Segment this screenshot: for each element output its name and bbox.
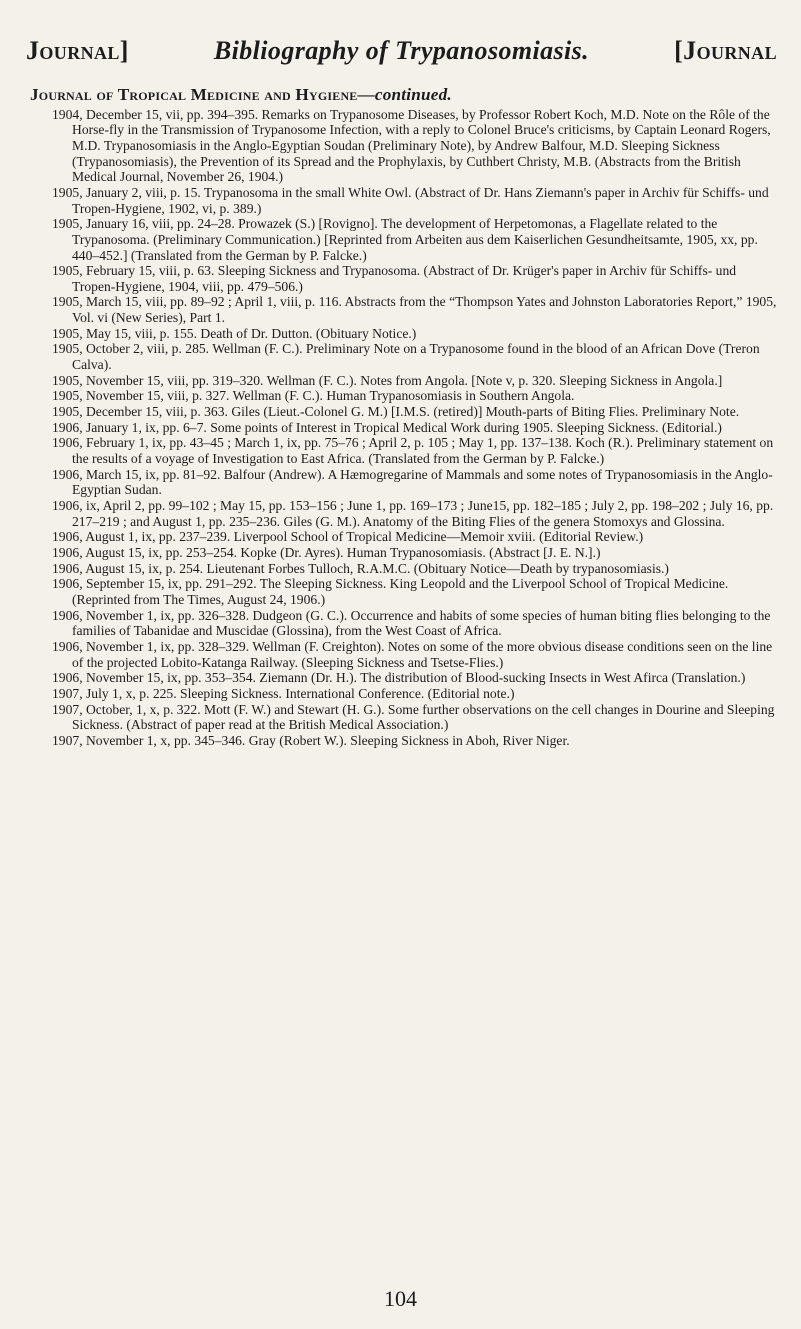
bibliography-entry: 1906, January 1, ix, pp. 6–7. Some points of Interest in Tropical Medical Work during 1905. Sleeping Sickness. (Editorial.) [52, 419, 722, 435]
bibliography-entry: 1905, November 15, viii, p. 327. Wellman (F. C.). Human Trypanosomiasis in Southern Angola. [52, 388, 575, 404]
bibliography-entry: 1905, January 16, viii, pp. 24–28. Prowazek (S.) [Rovigno]. The development of Herpetomonas, a Flagellate related to the Trypanosoma. (Preliminary Communication.) [Reprinted from Arbeiten aus dem Kaiserlichen Gesundheitsamte, 1905, xx, pp. 440–452.] (Translated from the German by P. Falcke.) [52, 216, 758, 263]
bibliography-entry: 1907, July 1, x, p. 225. Sleeping Sickness. International Conference. (Editorial note.) [52, 685, 515, 701]
bibliography-entry: 1906, November 15, ix, pp. 353–354. Ziemann (Dr. H.). The distribution of Blood-sucking Insects in West Afirca (Translation.) [52, 670, 746, 686]
bibliography-entry: 1904, December 15, vii, pp. 394–395. Remarks on Trypanosome Diseases, by Professor Robert Koch, M.D. Note on the Rôle of the Horse-fly in the Transmission of Trypanosome Infection, with a reply to Colonel Bruce's criticisms, by Captain Leonard Rogers, M.D. Trypanosomiasis in the Anglo-Egyptian Soudan (Preliminary Note), by Andrew Balfour, M.D. Sleeping Sickness (Trypanosomiasis), the Prevention of its Spread and the Prophylaxis, by Cuthbert Christy, M.B. (Abstracts from the British Medical Journal, November 26, 1904.) [52, 106, 771, 185]
section-title [30, 86, 779, 104]
bibliography-entry: 1906, August 15, ix, pp. 253–254. Kopke (Dr. Ayres). Human Trypanosomiasis. (Abstract [J. E. N.].) [52, 544, 601, 560]
bibliography-section [30, 86, 779, 749]
bibliography-entry: 1905, October 2, viii, p. 285. Wellman (F. C.). Preliminary Note on a Trypanosome found in the blood of an African Dove (Treron Calva). [52, 341, 760, 373]
bibliography-entry: 1905, December 15, viii, p. 363. Giles (Lieut.-Colonel G. M.) [I.M.S. (retired)] Mouth-parts of Biting Flies. Preliminary Note. [52, 404, 740, 420]
bibliography-entry: 1907, October, 1, x, p. 322. Mott (F. W.) and Stewart (H. G.). Some further observations on the cell changes in Dourine and Sleeping Sickness. (Abstract of paper read at the British Medical Association.) [52, 701, 775, 733]
bibliography-entry: 1905, November 15, viii, pp. 319–320. Wellman (F. C.). Notes from Angola. [Note v, p. 320. Sleeping Sickness in Angola.] [52, 372, 723, 388]
entry-list [52, 107, 779, 749]
section-title-continued: continued. [374, 85, 452, 104]
bibliography-entry: 1905, May 15, viii, p. 155. Death of Dr. Dutton. (Obituary Notice.) [52, 325, 417, 341]
running-head-left: Journal] [26, 36, 129, 65]
running-head-title: Bibliography of Trypanosomiasis. [213, 36, 590, 65]
bibliography-entry: 1906, March 15, ix, pp. 81–92. Balfour (Andrew). A Hæmogregarine of Mammals and some notes of Trypanosomiasis in the Anglo-Egyptian Sudan. [52, 466, 773, 498]
page-number: 104 [384, 1286, 417, 1311]
bibliography-entry: 1906, August 1, ix, pp. 237–239. Liverpool School of Tropical Medicine—Memoir xviii. (Editorial Review.) [52, 529, 644, 545]
bibliography-entry: 1906, September 15, ix, pp. 291–292. The Sleeping Sickness. King Leopold and the Liverpool School of Tropical Medicine. (Reprinted from The Times, August 24, 1906.) [52, 576, 729, 607]
bibliography-entry: 1906, August 15, ix, p. 254. Lieutenant Forbes Tulloch, R.A.M.C. (Obituary Notice—Death by trypanosomiasis.) [52, 560, 669, 576]
bibliography-entry: 1906, ix, April 2, pp. 99–102 ; May 15, pp. 153–156 ; June 1, pp. 169–173 ; June15, pp. 182–185 ; July 2, pp. 198–202 ; July 16, pp. 217–219 ; and August 1, pp. 235–236. Giles (G. M.). Anatomy of the Biting Flies of the genera Stomoxys and Glossina. [52, 498, 774, 529]
bibliography-entry: 1905, January 2, viii, p. 15. Trypanosoma in the small White Owl. (Abstract of Dr. Hans Ziemann's paper in Archiv für Schiffs- und Tropen-Hygiene, 1902, vi, p. 389.) [52, 184, 769, 216]
bibliography-entry: 1906, February 1, ix, pp. 43–45 ; March 1, ix, pp. 75–76 ; April 2, p. 105 ; May 1, pp. 137–138. Koch (R.). Preliminary statement on the results of a voyage of Investigation to East Africa. (Translated from the German by P. Falcke.) [52, 435, 774, 467]
running-head [26, 36, 777, 68]
bibliography-entry: 1905, March 15, viii, pp. 89–92 ; April 1, viii, p. 116. Abstracts from the “Thompson Yates and Johnston Laboratories Report,” 1905, Vol. vi (New Series), Part 1. [52, 294, 777, 326]
bibliography-entry: 1906, November 1, ix, pp. 326–328. Dudgeon (G. C.). Occurrence and habits of some species of human biting flies belonging to the families of Tabanidae and Muscidae (Glossina), from the West Coast of Africa. [52, 607, 771, 639]
bibliography-entry: 1905, February 15, viii, p. 63. Sleeping Sickness and Trypanosoma. (Abstract of Dr. Krüger's paper in Archiv für Schiffs- und Tropen-Hygiene, 1904, viii, pp. 479–506.) [52, 263, 737, 294]
bibliography-entry: 1906, November 1, ix, pp. 328–329. Wellman (F. Creighton). Notes on some of the more obvious disease conditions seen on the line of the projected Lobito-Katanga Railway. (Sleeping Sickness and Tsetse-Flies.) [52, 638, 773, 670]
section-title-text: Journal of Tropical Medicine and Hygiene— [30, 85, 375, 104]
bibliography-entry: 1907, November 1, x, pp. 345–346. Gray (Robert W.). Sleeping Sickness in Aboh, River Niger. [52, 732, 570, 748]
running-head-right: [Journal [674, 36, 777, 65]
